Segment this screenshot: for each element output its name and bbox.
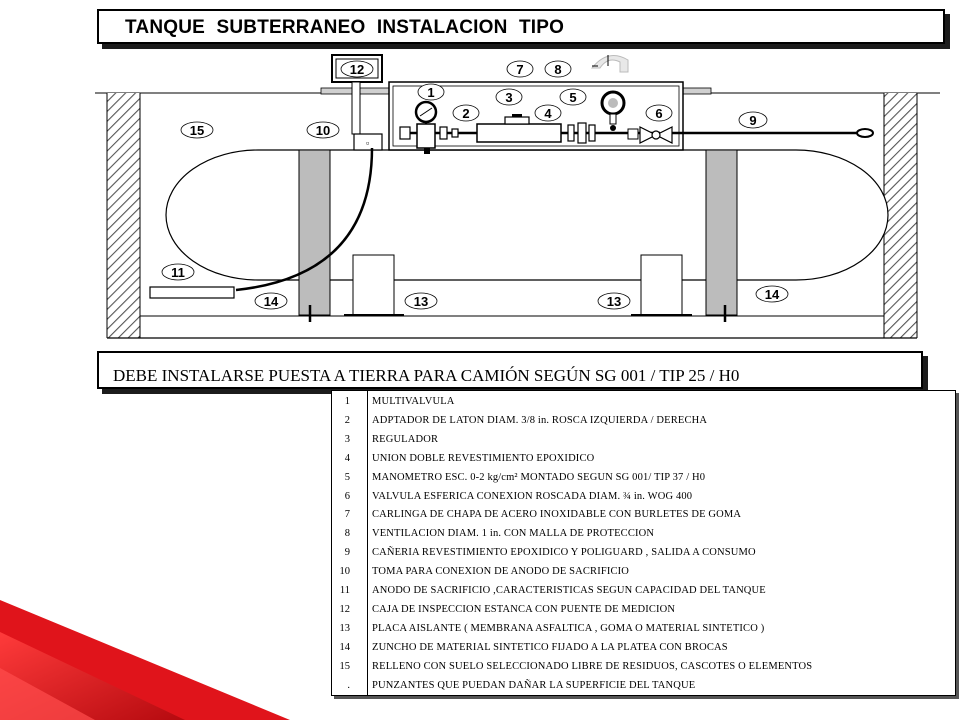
svg-text:3: 3: [505, 90, 513, 105]
legend-item-number: 5: [344, 471, 350, 483]
legend-item-description: ADPTADOR DE LATON DIAM. 3/8 in. ROSCA IZQUIERDA / DERECHA: [372, 414, 708, 426]
multivalve-body: [417, 124, 435, 148]
svg-text:13: 13: [606, 294, 622, 309]
tank-body: [166, 150, 888, 280]
strap-right: [706, 150, 737, 315]
callout-10: [307, 122, 339, 138]
svg-text:11: 11: [171, 265, 185, 280]
callout-1: [418, 84, 444, 100]
legend-item-number: 2: [344, 414, 350, 426]
legend-row: [332, 505, 955, 524]
legend-item-description: TOMA PARA CONEXION DE ANODO DE SACRIFICIO: [372, 566, 630, 578]
legend-item-description: CAÑERIA REVESTIMIENTO EPOXIDICO Y POLIGUARD , SALIDA A CONSUMO: [372, 547, 756, 559]
legend-row: [332, 581, 955, 600]
legend-item-description: UNION DOBLE REVESTIMIENTO EPOXIDICO: [372, 452, 595, 464]
sacrificial-anode: [150, 287, 234, 298]
svg-text:4: 4: [544, 106, 552, 121]
support-saddle-right: [641, 255, 682, 315]
legend-row: [332, 676, 955, 695]
grounding-note-box: [97, 351, 923, 389]
callout-12: [341, 61, 373, 77]
legend-item-description: ZUNCHO DE MATERIAL SINTETICO FIJADO A LA PLATEA CON BROCAS: [372, 641, 728, 653]
legend-item-description: ANODO DE SACRIFICIO ,CARACTERISTICAS SEGUN CAPACIDAD DEL TANQUE: [372, 585, 766, 596]
legend-row: [332, 524, 955, 543]
legend-row: [332, 657, 955, 676]
svg-text:2: 2: [462, 106, 470, 121]
svg-text:14: 14: [263, 294, 279, 309]
legend-item-number: 15: [339, 660, 350, 672]
legend-item-number: 11: [339, 585, 350, 596]
regulator: [477, 124, 561, 142]
callout-13a: [405, 293, 437, 309]
legend-item-number: 14: [339, 641, 350, 653]
callout-15: [181, 122, 213, 138]
legend-item-number: 6: [344, 490, 350, 502]
grounding-note: DEBE INSTALARSE PUESTA A TIERRA PARA CAMIÓN SEGÚN SG 001 / TIP 25 / H0: [113, 366, 740, 385]
support-saddle-left: [353, 255, 394, 315]
callout-11: [162, 264, 194, 280]
callout-14b: [756, 286, 788, 302]
legend-item-number: 4: [344, 452, 350, 464]
svg-text:5: 5: [569, 90, 577, 105]
diagram-title: TANQUE SUBTERRANEO INSTALACION TIPO: [125, 17, 565, 38]
callout-14a: [255, 293, 287, 309]
legend-table: [331, 390, 956, 696]
callout-2: [453, 105, 479, 121]
callout-8: [545, 61, 571, 77]
foundation-slab: [140, 316, 884, 338]
callout-13b: [598, 293, 630, 309]
callout-9: [739, 112, 767, 128]
legend-row: [332, 411, 955, 430]
legend-item-number: 10: [339, 566, 350, 578]
callout-7: [507, 61, 533, 77]
svg-text:1: 1: [427, 85, 435, 100]
svg-text:8: 8: [554, 62, 562, 77]
legend-item-description: CAJA DE INSPECCION ESTANCA CON PUENTE DE MEDICION: [372, 603, 676, 615]
legend-row: [332, 487, 955, 506]
legend-item-description: REGULADOR: [372, 433, 439, 445]
legend-row: [332, 468, 955, 487]
svg-text:6: 6: [655, 106, 663, 121]
double-union: [568, 125, 574, 141]
left-wall: [107, 93, 140, 338]
outlet-pipe-end: [857, 129, 873, 137]
legend-item-number: 13: [339, 622, 350, 634]
legend-item-description: VENTILACION DIAM. 1 in. CON MALLA DE PROTECCION: [372, 528, 655, 540]
svg-text:10: 10: [315, 123, 331, 138]
inspection-post: [352, 82, 360, 134]
legend-item-number: 12: [339, 603, 350, 615]
legend-item-number: 9: [344, 547, 350, 559]
legend-row: [332, 449, 955, 468]
callout-5: [560, 89, 586, 105]
svg-text:7: 7: [516, 62, 524, 77]
svg-text:12: 12: [349, 62, 365, 77]
svg-text:9: 9: [749, 113, 757, 128]
legend-item-description: PUNZANTES QUE PUEDAN DAÑAR LA SUPERFICIE DEL TANQUE: [372, 679, 696, 691]
callout-4: [535, 105, 561, 121]
legend-item-number: 3: [344, 433, 350, 445]
strap-left: [299, 150, 330, 315]
legend-item-description: CARLINGA DE CHAPA DE ACERO INOXIDABLE CON BURLETES DE GOMA: [372, 509, 742, 521]
legend-item-description: VALVULA ESFERICA CONEXION ROSCADA DIAM. ¾ in. WOG 400: [372, 490, 693, 502]
legend-row: [332, 638, 955, 657]
svg-text:▫: ▫: [366, 138, 370, 148]
legend-item-description: RELLENO CON SUELO SELECCIONADO LIBRE DE RESIDUOS, CASCOTES O ELEMENTOS: [372, 660, 813, 672]
legend-row: [332, 543, 955, 562]
legend-item-number: 8: [344, 528, 350, 540]
legend-item-description: MANOMETRO ESC. 0-2 kg/cm² MONTADO SEGUN SG 001/ TIP 37 / H0: [372, 471, 706, 483]
callout-6: [646, 105, 672, 121]
svg-text:13: 13: [413, 294, 429, 309]
legend-item-number: .: [347, 679, 350, 691]
legend-row: [332, 392, 955, 411]
legend-item-number: 7: [344, 509, 350, 521]
legend-row: [332, 619, 955, 638]
legend-row: [332, 430, 955, 449]
svg-text:14: 14: [764, 287, 780, 302]
legend-item-description: MULTIVALVULA: [372, 396, 455, 407]
callout-3: [496, 89, 522, 105]
right-wall: [884, 93, 917, 338]
legend-row: [332, 562, 955, 581]
legend-row: [332, 600, 955, 619]
ventilation-hood: [592, 56, 628, 73]
legend-item-number: 1: [344, 396, 350, 407]
legend-item-description: PLACA AISLANTE ( MEMBRANA ASFALTICA , GOMA O MATERIAL SINTETICO ): [372, 622, 765, 634]
svg-text:15: 15: [189, 123, 205, 138]
